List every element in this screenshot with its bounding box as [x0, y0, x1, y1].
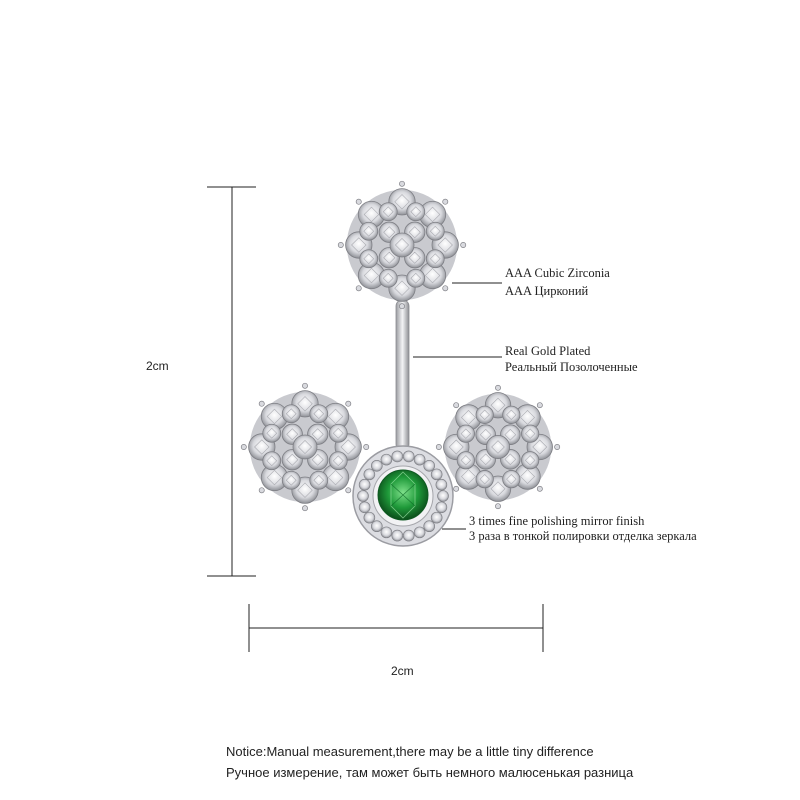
- halo-stone: [359, 502, 370, 513]
- crystal-stone: [329, 424, 347, 442]
- zirconia-label-en: AAA Cubic Zirconia: [505, 266, 610, 280]
- crystal-stone: [329, 452, 347, 470]
- halo-stone: [414, 454, 425, 465]
- crystal-stone: [360, 250, 378, 268]
- crystal-stone: [476, 406, 493, 423]
- halo-stone: [436, 502, 447, 513]
- crystal-stone: [310, 471, 328, 489]
- crystal-stone: [282, 405, 300, 423]
- halo-stone: [424, 460, 435, 471]
- crystal-stone: [263, 424, 281, 442]
- barbell-bar: [396, 300, 409, 450]
- plated-label-ru: Реальный Позолоченные: [505, 360, 638, 374]
- height-label: 2cm: [146, 359, 169, 373]
- crystal-stone: [521, 452, 538, 469]
- width-dimension: [249, 604, 543, 652]
- crystal-stone: [426, 250, 444, 268]
- plated-label-en: Real Gold Plated: [505, 344, 591, 358]
- halo-stone: [371, 521, 382, 532]
- width-label: 2cm: [391, 664, 414, 678]
- crystal-stone: [486, 435, 509, 458]
- crystal-stone: [310, 405, 328, 423]
- halo-stone: [424, 521, 435, 532]
- zirconia-label-ru: AAA Цирконий: [505, 284, 589, 298]
- crystal-stone: [521, 425, 538, 442]
- halo-stone: [381, 454, 392, 465]
- left-flower-cluster: [241, 383, 369, 511]
- crystal-stone: [476, 470, 493, 487]
- halo-stone: [364, 512, 375, 523]
- crystal-stone: [503, 406, 520, 423]
- halo-stone: [392, 530, 403, 541]
- halo-stone: [431, 512, 442, 523]
- emerald-halo: [353, 446, 453, 546]
- halo-stone: [381, 527, 392, 538]
- crystal-stone: [379, 203, 397, 221]
- crystal-stone: [503, 470, 520, 487]
- crystal-stone: [407, 203, 425, 221]
- crystal-stone: [293, 435, 317, 459]
- crystal-stone: [282, 471, 300, 489]
- halo-stone: [438, 491, 449, 502]
- crystal-stone: [457, 452, 474, 469]
- halo-stone: [392, 451, 403, 462]
- halo-stone: [364, 469, 375, 480]
- crystal-stone: [360, 222, 378, 240]
- polish-label-ru: 3 раза в тонкой полировки отделка зеркала: [469, 529, 697, 543]
- notice-line-en: Notice:Manual measurement,there may be a little tiny difference: [226, 744, 594, 759]
- halo-stone: [436, 479, 447, 490]
- crystal-stone: [390, 233, 414, 257]
- halo-stone: [403, 451, 414, 462]
- halo-stone: [359, 479, 370, 490]
- halo-stone: [358, 491, 369, 502]
- crystal-stone: [379, 269, 397, 287]
- halo-stone: [414, 527, 425, 538]
- top-flower-cluster: [338, 181, 466, 309]
- polish-label-en: 3 times fine polishing mirror finish: [469, 514, 645, 528]
- crystal-stone: [407, 269, 425, 287]
- right-flower-cluster: [436, 385, 560, 509]
- crystal-stone: [263, 452, 281, 470]
- notice-line-ru: Ручное измерение, там может быть немного малюсенькая разница: [226, 765, 634, 780]
- crystal-stone: [457, 425, 474, 442]
- halo-stone: [431, 469, 442, 480]
- halo-stone: [371, 460, 382, 471]
- halo-stone: [403, 530, 414, 541]
- height-dimension: [207, 187, 256, 576]
- crystal-stone: [426, 222, 444, 240]
